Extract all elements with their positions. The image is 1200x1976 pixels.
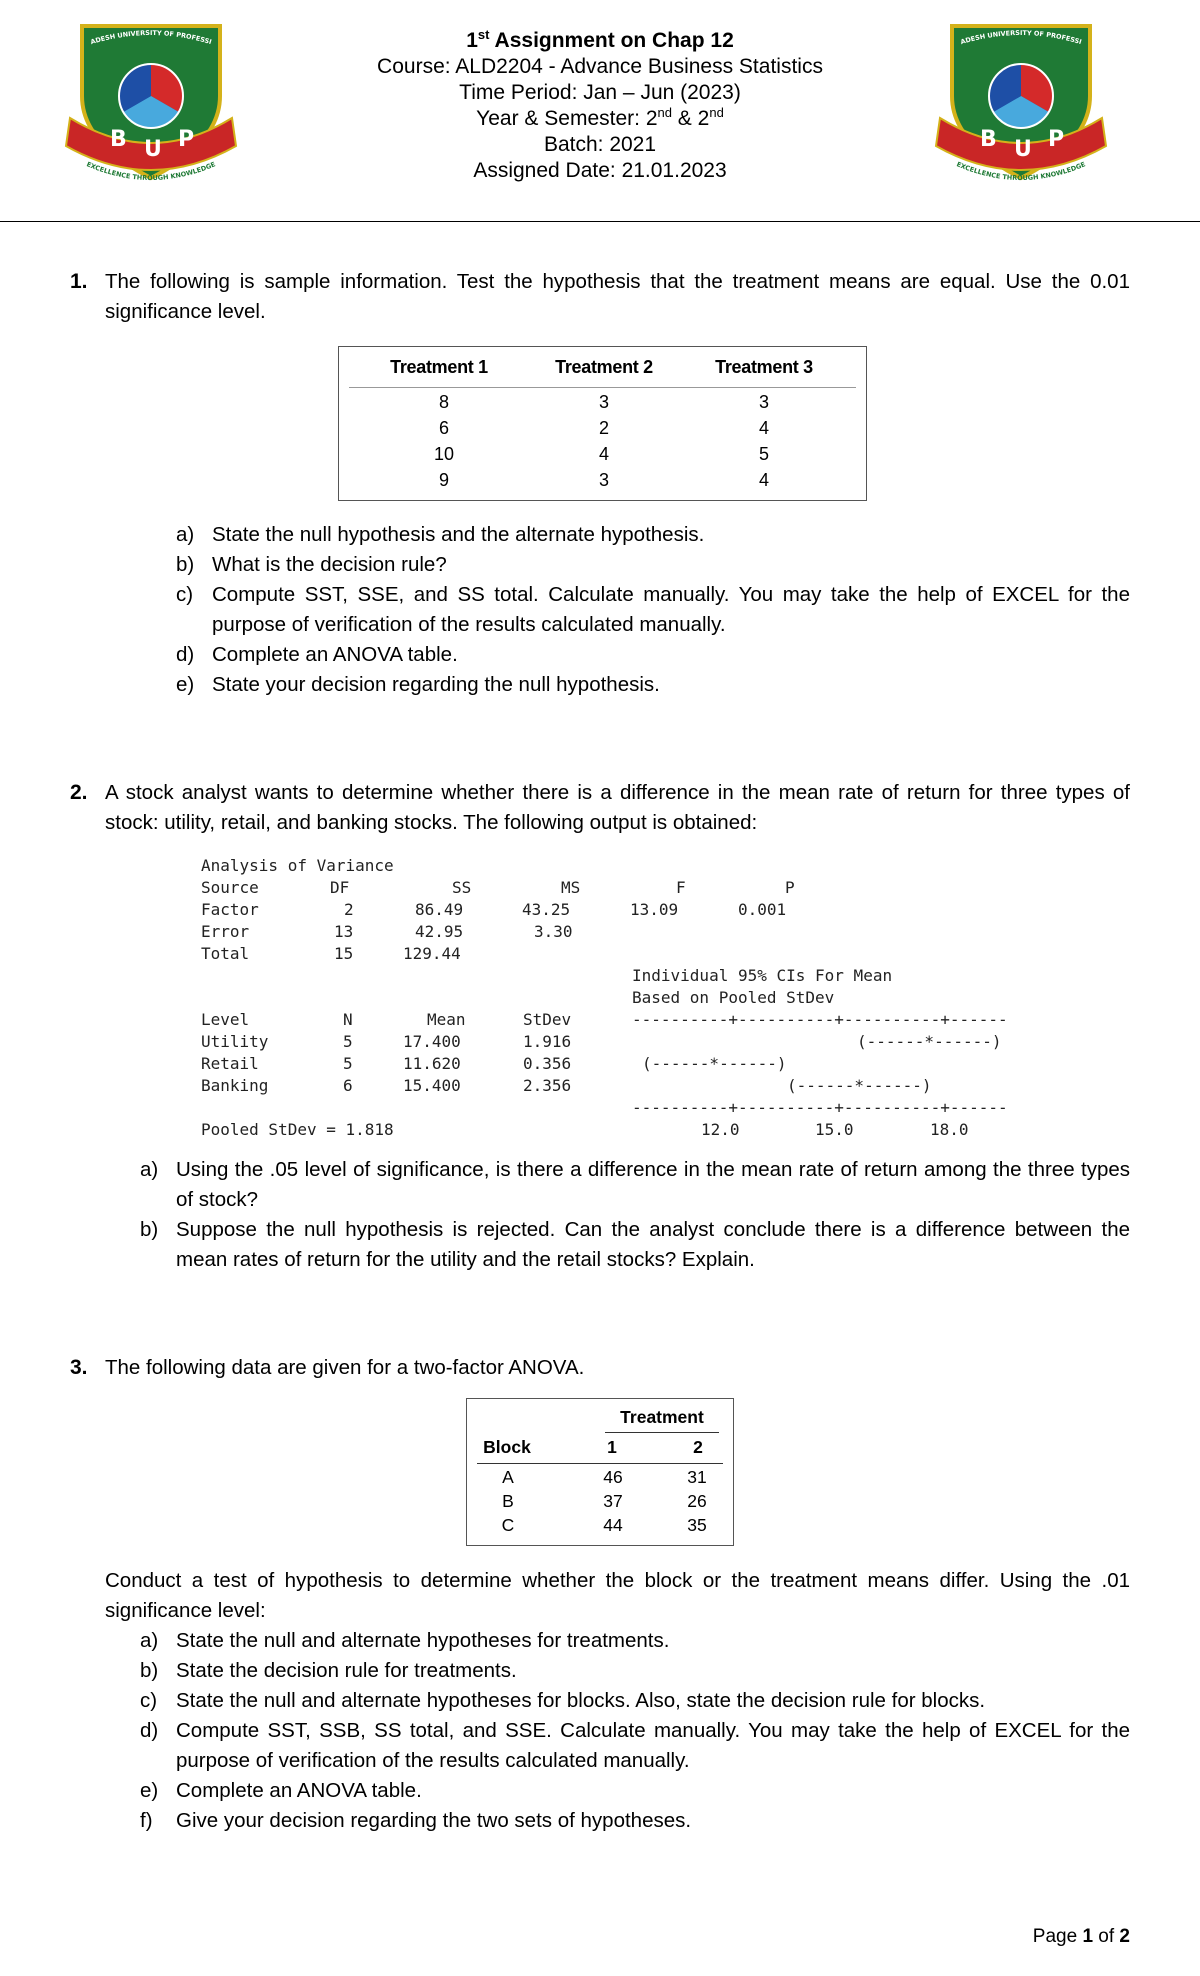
list-item: a) State the null and alternate hypotheses for treatments. bbox=[140, 1629, 670, 1652]
year-semester-line: Year & Semester: 2nd & 2nd bbox=[476, 105, 724, 130]
assignment-title: 1st Assignment on Chap 12 bbox=[466, 27, 734, 52]
logo-letter-p: P bbox=[1048, 127, 1065, 152]
list-item: d) Compute SST, SSB, SS total, and SSE. Calculate manually. You may take the help of EXCEL for the purpose of verification of the results calculated manually. bbox=[140, 1719, 1130, 1772]
logo-motto: EXCELLENCE THROUGH KNOWLEDGE bbox=[85, 160, 217, 183]
ci-title: Individual 95% CIs For Mean bbox=[632, 966, 893, 985]
output-cell: 3.30 bbox=[534, 922, 573, 941]
axis-tick: 12.0 bbox=[701, 1120, 740, 1139]
table-cell: 2 bbox=[598, 418, 609, 438]
q1-number: 1. bbox=[70, 270, 88, 293]
table-cell: 9 bbox=[438, 470, 449, 490]
table-cell: A bbox=[502, 1467, 514, 1487]
output-cell: Total bbox=[201, 944, 250, 963]
list-item: c) State the null and alternate hypotheses for blocks. Also, state the decision rule for blocks. bbox=[140, 1689, 986, 1712]
table-header-cell: Treatment 2 bbox=[555, 357, 653, 377]
header-rule bbox=[477, 1463, 723, 1464]
output-title: Analysis of Variance bbox=[201, 856, 394, 875]
q3-block-treatment-table bbox=[466, 1398, 734, 1546]
list-item: f) Give your decision regarding the two sets of hypotheses. bbox=[140, 1809, 692, 1832]
table-cell: 26 bbox=[687, 1491, 707, 1511]
output-cell: 0.001 bbox=[738, 900, 787, 919]
output-cell: 2 bbox=[344, 900, 354, 919]
logo-letter-b: B bbox=[980, 127, 997, 152]
q3-subquestions bbox=[140, 1626, 1130, 1836]
axis-tick: 18.0 bbox=[930, 1120, 969, 1139]
block-header: Block bbox=[483, 1437, 531, 1457]
axis-tick: 15.0 bbox=[815, 1120, 854, 1139]
list-item: e) State your decision regarding the null hypothesis. bbox=[176, 673, 660, 696]
output-header: F bbox=[676, 878, 686, 897]
ci-axis-top: ----------+----------+----------+------ bbox=[632, 1010, 1008, 1029]
table-cell: 5 bbox=[758, 444, 769, 464]
level-cell: Banking bbox=[201, 1076, 269, 1095]
table-cell: 10 bbox=[433, 444, 455, 464]
output-cell: Factor bbox=[201, 900, 259, 919]
table-cell: B bbox=[502, 1491, 514, 1511]
q1-treatment-table bbox=[338, 346, 867, 501]
ci-interval: (------*------) bbox=[642, 1054, 787, 1073]
logo-letter-u: U bbox=[1014, 137, 1032, 162]
output-header: Source bbox=[201, 878, 259, 897]
ci-interval: (------*------) bbox=[857, 1032, 1002, 1051]
q2-text: A stock analyst wants to determine whether there is a difference in the mean rate of return for three types of stock: utility, retail, and banking stocks. The following output is obtained: bbox=[105, 781, 1130, 834]
level-cell: 1.916 bbox=[523, 1032, 572, 1051]
table-header-cell: Treatment 3 bbox=[715, 357, 813, 377]
list-item: d) Complete an ANOVA table. bbox=[176, 643, 458, 666]
level-header: Level bbox=[201, 1010, 250, 1029]
logo-top-text: ADESH UNIVERSITY OF PROFESSI bbox=[959, 28, 1083, 47]
level-cell: 0.356 bbox=[523, 1054, 572, 1073]
q3-number: 3. bbox=[70, 1356, 88, 1379]
table-cell: 46 bbox=[603, 1467, 623, 1487]
bup-logo-right bbox=[932, 18, 1110, 196]
treatment-col-header: 2 bbox=[693, 1437, 703, 1457]
level-header: N bbox=[343, 1010, 353, 1029]
list-item: b) What is the decision rule? bbox=[176, 553, 447, 576]
q1-text: The following is sample information. Test the hypothesis that the treatment means are equal. Use the 0.01 significance level. bbox=[105, 270, 1130, 323]
table-cell: 3 bbox=[598, 392, 609, 412]
page-number: Page 1 of 2 bbox=[1032, 1926, 1130, 1947]
table-cell: 31 bbox=[687, 1467, 707, 1487]
q3-text: The following data are given for a two-factor ANOVA. bbox=[105, 1356, 585, 1379]
batch-line: Batch: 2021 bbox=[543, 133, 657, 156]
output-cell: 43.25 bbox=[522, 900, 571, 919]
table-cell: 3 bbox=[598, 470, 609, 490]
table-cell: 4 bbox=[758, 470, 769, 490]
q2-number: 2. bbox=[70, 781, 88, 804]
table-cell: C bbox=[501, 1515, 515, 1535]
header-underline bbox=[605, 1432, 719, 1433]
q3-intro: Conduct a test of hypothesis to determine whether the block or the treatment means differ. Using the .01 significance level: bbox=[105, 1569, 1130, 1622]
output-cell: 13 bbox=[334, 922, 354, 941]
output-header: P bbox=[785, 878, 795, 897]
ci-interval: (------*------) bbox=[787, 1076, 932, 1095]
logo-top-text: ADESH UNIVERSITY OF PROFESSI bbox=[89, 28, 213, 47]
list-item: a) State the null hypothesis and the alternate hypothesis. bbox=[176, 523, 705, 546]
list-item: e) Complete an ANOVA table. bbox=[140, 1779, 422, 1802]
logo-motto: EXCELLENCE THROUGH KNOWLEDGE bbox=[955, 160, 1087, 183]
ci-axis-bottom: ----------+----------+----------+------ bbox=[632, 1098, 1008, 1117]
logo-letter-p: P bbox=[178, 127, 195, 152]
table-cell: 4 bbox=[598, 444, 609, 464]
bup-logo-left bbox=[62, 18, 240, 196]
level-cell: 11.620 bbox=[403, 1054, 461, 1073]
table-header-cell: Treatment 1 bbox=[390, 357, 488, 377]
list-item: a) Using the .05 level of significance, is there a difference in the mean rate of return among the three types of stock? bbox=[140, 1158, 1130, 1211]
level-header: StDev bbox=[523, 1010, 572, 1029]
level-cell: 15.400 bbox=[403, 1076, 461, 1095]
list-item: c) Compute SST, SSE, and SS total. Calculate manually. You may take the help of EXCEL for the purpose of verification of the results calculated manually. bbox=[176, 583, 1130, 636]
pooled-stdev: Pooled StDev = 1.818 bbox=[201, 1120, 394, 1139]
list-item: b) Suppose the null hypothesis is rejected. Can the analyst conclude there is a difference between the mean rates of return for the utility and the retail stocks? Explain. bbox=[140, 1218, 1130, 1271]
logo-letter-b: B bbox=[110, 127, 127, 152]
assigned-date-line: Assigned Date: 21.01.2023 bbox=[473, 159, 727, 182]
course-line: Course: ALD2204 - Advance Business Statistics bbox=[377, 55, 823, 78]
time-period-line: Time Period: Jan – Jun (2023) bbox=[459, 81, 741, 104]
logo-letter-u: U bbox=[144, 137, 162, 162]
q2-subquestions bbox=[140, 1155, 1130, 1275]
q1-subquestions bbox=[176, 520, 1130, 700]
level-cell: 17.400 bbox=[403, 1032, 461, 1051]
treatment-col-header: 1 bbox=[607, 1437, 617, 1457]
output-cell: 15 bbox=[334, 944, 354, 963]
table-cell: 4 bbox=[758, 418, 769, 438]
output-cell: 129.44 bbox=[403, 944, 461, 963]
table-cell: 35 bbox=[687, 1515, 707, 1535]
output-header: MS bbox=[561, 878, 581, 897]
table-cell: 37 bbox=[603, 1491, 623, 1511]
level-cell: 5 bbox=[343, 1054, 353, 1073]
output-cell: Error bbox=[201, 922, 250, 941]
level-cell: 2.356 bbox=[523, 1076, 572, 1095]
output-cell: 86.49 bbox=[415, 900, 464, 919]
treatment-group-header: Treatment bbox=[620, 1407, 704, 1427]
output-cell: 42.95 bbox=[415, 922, 464, 941]
table-cell: 8 bbox=[438, 392, 449, 412]
level-header: Mean bbox=[427, 1010, 466, 1029]
output-header: SS bbox=[452, 878, 472, 897]
table-cell: 3 bbox=[758, 392, 769, 412]
level-cell: 5 bbox=[343, 1032, 353, 1051]
level-cell: Utility bbox=[201, 1032, 269, 1051]
level-cell: Retail bbox=[201, 1054, 259, 1073]
header-divider bbox=[0, 221, 1200, 222]
level-cell: 6 bbox=[343, 1076, 353, 1095]
ci-subtitle: Based on Pooled StDev bbox=[632, 988, 835, 1007]
list-item: b) State the decision rule for treatments. bbox=[140, 1659, 517, 1682]
output-header: DF bbox=[330, 878, 350, 897]
document-header bbox=[300, 28, 900, 184]
output-cell: 13.09 bbox=[630, 900, 679, 919]
table-cell: 44 bbox=[603, 1515, 623, 1535]
table-cell: 6 bbox=[438, 418, 449, 438]
